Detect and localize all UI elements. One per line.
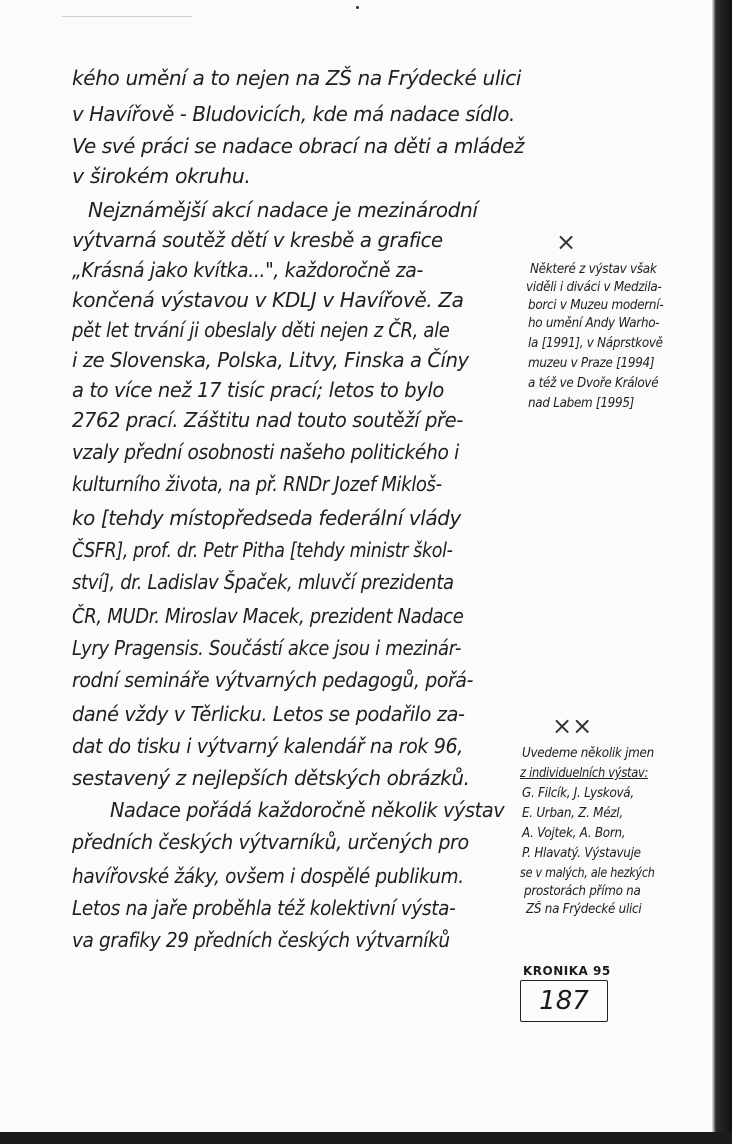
page-edge-right [712,0,732,1144]
main-line: končená výstavou v KDLJ v Havířově. Za [72,288,464,312]
main-line: vzaly přední osobnosti našeho politického i [72,440,459,464]
main-line: dat do tisku i výtvarný kalendář na rok 96, [72,734,463,758]
main-line: ČR, MUDr. Miroslav Macek, prezident Nadace [72,604,464,628]
note-line: P. Hlavatý. Výstavuje [522,846,641,861]
main-line: kulturního života, na př. RNDr Jozef Mikloš- [72,472,442,496]
main-line: v širokém okruhu. [72,164,251,188]
main-line: a to více než 17 tisíc prací; letos to bylo [72,378,444,402]
main-line: dané vždy v Těrlicku. Letos se podařilo za- [72,702,465,726]
page-number-text: 187 [539,986,589,1016]
page-number [520,980,608,1022]
main-line: ství], dr. Ladislav Špaček, mluvčí prezidenta [72,570,454,594]
page-edge-bottom [0,1132,732,1144]
main-line: Nejznámější akcí nadace je mezinárodní [88,198,478,222]
main-line: havířovské žáky, ovšem i dospělé publikum. [72,864,464,888]
note-line: muzeu v Praze [1994] [528,356,655,371]
main-line: Lyry Pragensis. Součástí akce jsou i mezinár- [72,636,462,660]
main-line: rodní semináře výtvarných pedagogů, pořá- [72,668,474,692]
chronicle-label: KRONIKA 95 [523,964,611,978]
note-line: nad Labem [1995] [528,396,635,411]
main-line: Nadace pořádá každoročně několik výstav [110,798,505,822]
note-line: G. Filcík, J. Lysková, [522,786,634,801]
main-line: Letos na jaře proběhla též kolektivní výsta- [72,896,456,920]
note-line: ho umění Andy Warho- [528,316,660,331]
ink-dot [356,6,359,9]
note-line: viděli i diváci v Medzila- [526,280,662,295]
main-line: va grafiky 29 předních českých výtvarníků [72,928,450,952]
note-line: prostorách přímo na [524,884,641,899]
note-line: a též ve Dvoře Králové [528,376,659,391]
note-line: ZŠ na Frýdecké ulici [526,902,642,917]
main-line: i ze Slovenska, Polska, Litvy, Finska a Číny [72,348,469,372]
main-line: ČSFR], prof. dr. Petr Pitha [tehdy ministr škol- [72,538,453,562]
main-line: pět let trvání ji obeslaly děti nejen z ČR, ale [72,318,450,342]
main-line: v Havířově - Bludovicích, kde má nadace sídlo. [72,102,515,126]
main-line: kého umění a to nejen na ZŠ na Frýdecké ulici [72,66,522,90]
note-line: Uvedeme několik jmen [522,746,654,761]
note-line: E. Urban, Z. Mézl, [522,806,623,821]
main-line: sestavený z nejlepších dětských obrázků. [72,766,470,790]
note-line: se v malých, ale hezkých [520,866,655,881]
top-rule [62,16,192,17]
main-line: ko [tehdy místopředseda federální vlády [72,506,461,530]
note-line: Některé z výstav však [530,262,657,277]
note-line: z individuelních výstav: [520,766,649,781]
main-line: Ve své práci se nadace obrací na děti a mládež [72,134,525,158]
main-line: „Krásná jako kvítka...", každoročně za- [72,258,423,282]
main-line: 2762 prací. Záštitu nad touto soutěží pře- [72,408,463,432]
note-line: borci v Muzeu moderní- [528,298,664,313]
note-marker: ×× [552,712,593,740]
main-line: výtvarná soutěž dětí v kresbě a grafice [72,228,443,252]
main-line: předních českých výtvarníků, určených pro [72,830,469,854]
note-line: A. Vojtek, A. Born, [522,826,626,841]
note-marker: × [556,228,577,256]
note-line: la [1991], v Náprstkově [528,336,663,351]
